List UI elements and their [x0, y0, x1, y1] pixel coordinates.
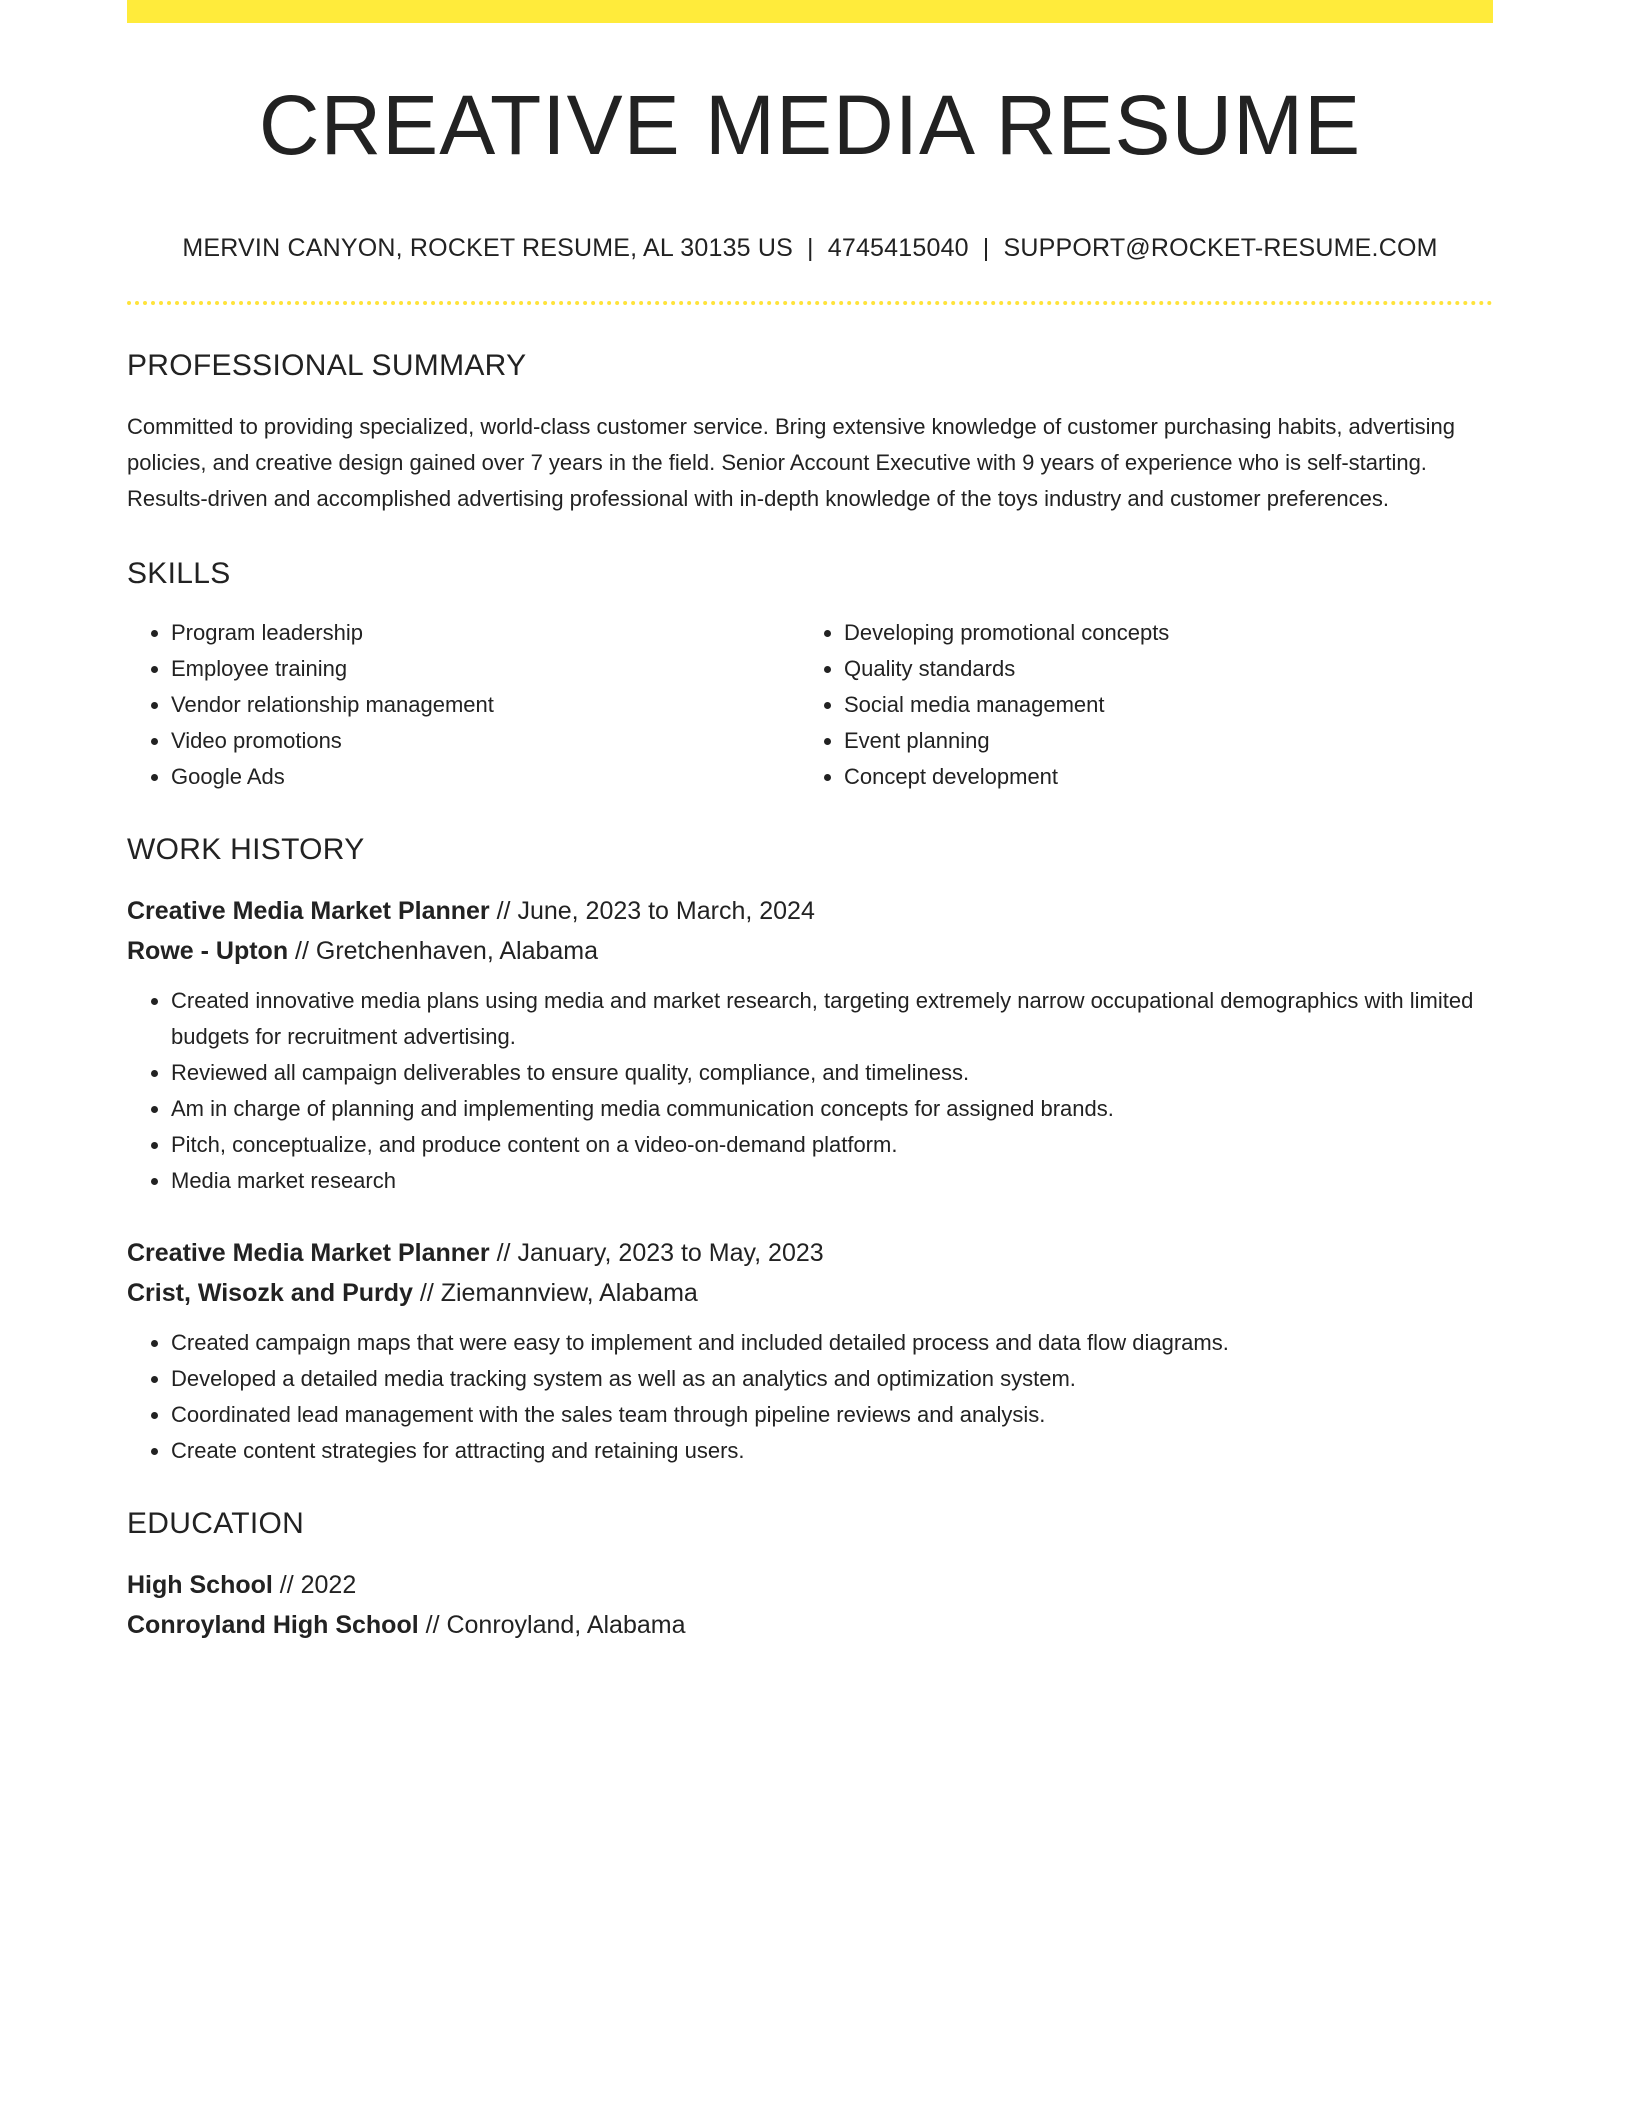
job-dates: // June, 2023 to March, 2024 [489, 897, 815, 925]
job-bullets [127, 983, 1493, 1199]
skills-heading: SKILLS [127, 557, 231, 590]
job-company-line [127, 931, 1493, 971]
contact-address: MERVIN CANYON, ROCKET RESUME, AL 30135 US [182, 234, 794, 262]
job-location: // Gretchenhaven, Alabama [288, 937, 599, 965]
contact-email: SUPPORT@ROCKET-RESUME.COM [1003, 234, 1438, 262]
skill-item: • Quality standards [844, 651, 1473, 687]
education-school-line [127, 1605, 1493, 1645]
skills-grid [127, 615, 1493, 795]
job-company: Rowe - Upton [127, 937, 289, 965]
education-degree-line [127, 1565, 1493, 1605]
summary-heading: PROFESSIONAL SUMMARY [127, 349, 527, 382]
job-bullet: • Created innovative media plans using media and market research, targeting extremely narrow occupational demographics with limited budgets for recruitment advertising. [171, 983, 1493, 1055]
contact-separator: | [807, 234, 814, 262]
job-bullet: • Coordinated lead management with the sales team through pipeline reviews and analysis. [171, 1397, 1493, 1433]
contact-line [127, 234, 1493, 263]
skill-item: • Employee training [171, 651, 800, 687]
skill-item: • Concept development [844, 759, 1473, 795]
skill-item: • Social media management [844, 687, 1473, 723]
education-year: // 2022 [272, 1571, 357, 1599]
skill-item: • Developing promotional concepts [844, 615, 1473, 651]
education-heading: EDUCATION [127, 1507, 305, 1540]
job-title-line [127, 891, 1493, 931]
job-dates: // January, 2023 to May, 2023 [489, 1239, 824, 1267]
job-bullet: • Create content strategies for attracting and retaining users. [171, 1433, 1493, 1469]
top-accent-bar [127, 0, 1493, 23]
work-history-heading: WORK HISTORY [127, 833, 365, 866]
job-bullet: • Created campaign maps that were easy to implement and included detailed process and data flow diagrams. [171, 1325, 1493, 1361]
education-entry [127, 1565, 1493, 1645]
job-bullet: • Reviewed all campaign deliverables to ensure quality, compliance, and timeliness. [171, 1055, 1493, 1091]
job-title: Creative Media Market Planner [127, 1239, 490, 1267]
resume-title: CREATIVE MEDIA RESUME [258, 78, 1362, 172]
job-entry [127, 891, 1493, 1199]
dotted-divider [127, 301, 1493, 305]
job-company-line [127, 1273, 1493, 1313]
summary-text: Committed to providing specialized, world-class customer service. Bring extensive knowledge of customer purchasing habits, advertising policies, and creative design gained over 7 years in the field. Senior Account Executive with 9 years of experience who is self-starting. Results-driven and accomplished advertising professional with in-depth knowledge of the toys industry and customer preferences. [127, 414, 1455, 511]
job-location: // Ziemannview, Alabama [412, 1279, 698, 1307]
skill-item: • Vendor relationship management [171, 687, 800, 723]
contact-separator: | [982, 234, 990, 262]
skills-column-right [800, 615, 1473, 795]
skill-item: • Event planning [844, 723, 1473, 759]
job-company: Crist, Wisozk and Purdy [127, 1279, 413, 1307]
skill-item: • Video promotions [171, 723, 800, 759]
job-bullets [127, 1325, 1493, 1469]
education-location: // Conroyland, Alabama [418, 1611, 686, 1639]
education-degree: High School [127, 1571, 273, 1599]
job-title: Creative Media Market Planner [127, 897, 490, 925]
skills-column-left [127, 615, 800, 795]
job-bullet: • Developed a detailed media tracking system as well as an analytics and optimization system. [171, 1361, 1493, 1397]
job-title-line [127, 1233, 1493, 1273]
contact-phone: 4745415040 [827, 234, 969, 262]
job-bullet: • Media market research [171, 1163, 1493, 1199]
skill-item: • Google Ads [171, 759, 800, 795]
job-entry [127, 1233, 1493, 1469]
education-school: Conroyland High School [127, 1611, 419, 1639]
job-bullet: • Am in charge of planning and implementing media communication concepts for assigned brands. [171, 1091, 1493, 1127]
resume-page [127, 0, 1493, 1645]
skill-item: • Program leadership [171, 615, 800, 651]
job-bullet: • Pitch, conceptualize, and produce content on a video-on-demand platform. [171, 1127, 1493, 1163]
